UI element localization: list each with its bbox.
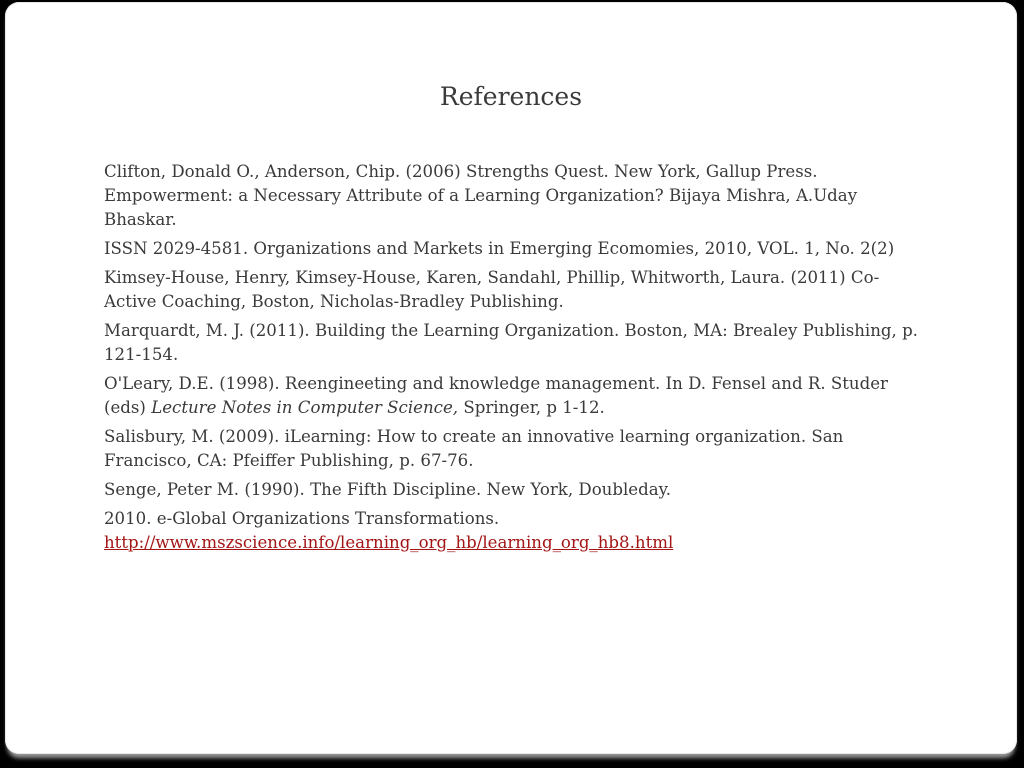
reference-item	[104, 160, 924, 232]
reference-italic-title: Lecture Notes in Computer Science,	[151, 398, 459, 417]
reference-item	[104, 237, 924, 261]
reference-text: 2010. e-Global Organizations Transformations.	[104, 509, 500, 528]
reference-link[interactable]: http://www.mszscience.info/learning_org_hb/learning_org_hb8.html	[104, 533, 674, 552]
reference-text: Springer, p 1-12.	[458, 398, 605, 417]
reference-text: Clifton, Donald O., Anderson, Chip. (2006) Strengths Quest. New York, Gallup Press.	[104, 162, 818, 181]
reference-text: O'Leary, D.E. (1998). Reengineeting and knowledge management. In D. Fensel and R. Studer (eds)	[104, 374, 888, 417]
references-list	[104, 160, 924, 560]
slide	[5, 2, 1017, 754]
reference-text: Marquardt, M. J. (2011). Building the Learning Organization. Boston, MA: Brealey Publishing, p. 121-154.	[104, 321, 918, 364]
reference-text: Salisbury, M. (2009). iLearning: How to create an innovative learning organization. San Francisco, CA: Pfeiffer Publishing, p. 67-76.	[104, 427, 844, 470]
reference-text: Empowerment: a Necessary Attribute of a Learning Organization? Bijaya Mishra, A.Uday Bhaskar.	[104, 186, 858, 229]
reference-text: Senge, Peter M. (1990). The Fifth Discipline. New York, Doubleday.	[104, 480, 672, 499]
reference-text: Kimsey-House, Henry, Kimsey-House, Karen, Sandahl, Phillip, Whitworth, Laura. (2011) Co-Active Coaching, Boston, Nicholas-Bradley Publishing.	[104, 268, 880, 311]
reference-text: ISSN 2029-4581. Organizations and Markets in Emerging Ecomomies, 2010, VOL. 1, No. 2(2)	[104, 239, 895, 258]
reference-item	[104, 372, 924, 420]
reference-item	[104, 507, 924, 555]
slide-title: References	[439, 82, 583, 111]
reference-item	[104, 478, 924, 502]
reference-item	[104, 425, 924, 473]
reference-item	[104, 266, 924, 314]
reference-item	[104, 319, 924, 367]
